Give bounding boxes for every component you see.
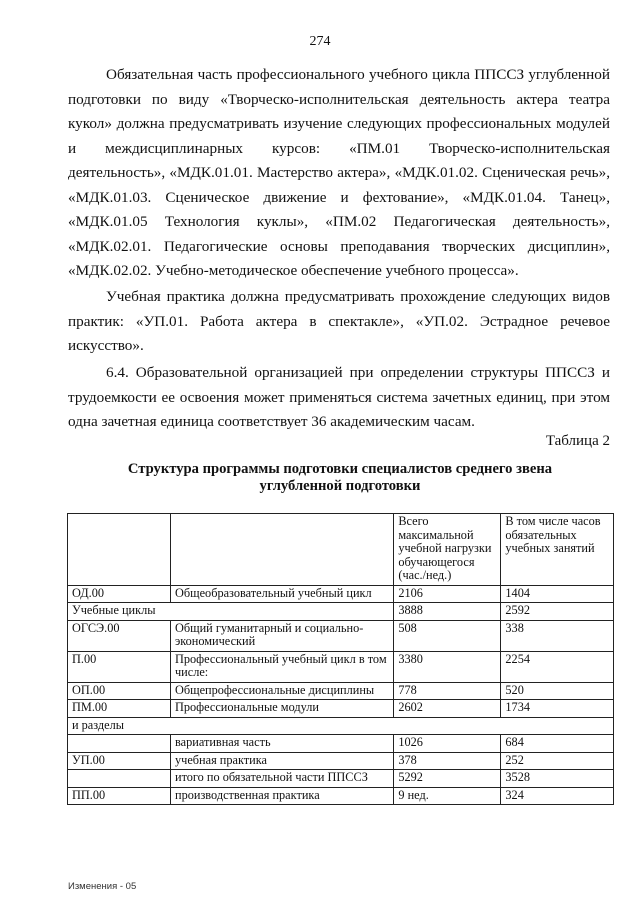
paragraph-text: 6.4. Образовательной организацией при определении структуры ППССЗ и трудоемкости ее освоения может применяться система зачетных единиц, при этом одна зачетная единица соответствует 36 академическим часам. — [68, 364, 610, 430]
row-code: П.00 — [68, 651, 171, 682]
table-row — [68, 717, 614, 735]
table-title-line: Структура программы подготовки специалистов среднего звена — [127, 461, 553, 477]
row-label: Учебные циклы — [68, 603, 394, 621]
table-row — [68, 770, 614, 788]
row-mandatory: 684 — [501, 735, 614, 753]
row-total: 9 нед. — [394, 787, 501, 805]
row-total: 2106 — [394, 585, 501, 603]
row-total: 378 — [394, 752, 501, 770]
row-mandatory: 520 — [501, 682, 614, 700]
row-total: 3888 — [394, 603, 501, 621]
row-label: и разделы — [68, 717, 614, 735]
row-code: ОП.00 — [68, 682, 171, 700]
table-row — [68, 651, 614, 682]
row-code: УП.00 — [68, 752, 171, 770]
row-name: вариативная часть — [170, 735, 393, 753]
page-number: 274 — [309, 34, 331, 49]
table-row — [68, 682, 614, 700]
row-total: 778 — [394, 682, 501, 700]
header-empty-cell — [170, 514, 393, 586]
row-name: итого по обязательной части ППССЗ — [170, 770, 393, 788]
table-row — [68, 620, 614, 651]
row-total: 508 — [394, 620, 501, 651]
table-row — [68, 603, 614, 621]
row-mandatory: 2592 — [501, 603, 614, 621]
table-title-line: углубленной подготовки — [259, 478, 421, 494]
table-header-row — [68, 514, 614, 586]
row-name: Общепрофессиональные дисциплины — [170, 682, 393, 700]
row-mandatory: 252 — [501, 752, 614, 770]
row-mandatory: 1734 — [501, 700, 614, 718]
table-row — [68, 787, 614, 805]
row-total: 1026 — [394, 735, 501, 753]
row-name: Профессиональный учебный цикл в том числе: — [170, 651, 393, 682]
paragraph-text: Обязательная часть профессионального учебного цикла ППССЗ углубленной подготовки по виду «Творческо-исполнительская деятельность актера театра кукол» должна предусматривать изучение следующих профессиональных модулей и междисциплинарных курсов: «ПМ.01 Творческо-исполнительская деятельность», «МДК.01.01. Мастерство актера», «МДК.01.02. Сценическая речь», «МДК.01.03. Сценическое движение и фехтование», «МДК.01.04. Танец», «МДК.01.05 Технология куклы», «ПМ.02 Педагогическая деятельность», «МДК.02.01. Педагогические основы преподавания творческих дисциплин», «МДК.02.02. Учебно-методическое обеспечение учебного процесса». — [68, 66, 610, 279]
row-mandatory: 1404 — [501, 585, 614, 603]
row-code — [68, 735, 171, 753]
row-mandatory: 324 — [501, 787, 614, 805]
row-name: производственная практика — [170, 787, 393, 805]
row-code — [68, 770, 171, 788]
row-total: 3380 — [394, 651, 501, 682]
row-code: ПП.00 — [68, 787, 171, 805]
table-label: Таблица 2 — [545, 433, 610, 449]
row-total: 2602 — [394, 700, 501, 718]
header-total-hours: Всего максимальной учебной нагрузки обучающегося (час./нед.) — [394, 514, 501, 586]
row-code: ОГСЭ.00 — [68, 620, 171, 651]
paragraph-text: Учебная практика должна предусматривать прохождение следующих видов практик: «УП.01. Работа актера в спектакле», «УП.02. Эстрадное речевое искусство». — [68, 288, 610, 354]
row-name: Общий гуманитарный и социально-экономический — [170, 620, 393, 651]
row-name: Общеобразовательный учебный цикл — [170, 585, 393, 603]
paragraph-credit-units — [68, 361, 610, 435]
table-title — [0, 461, 640, 495]
footer-note: Изменения - 05 — [68, 881, 137, 892]
row-total: 5292 — [394, 770, 501, 788]
paragraph-practice — [68, 285, 610, 359]
row-name: Профессиональные модули — [170, 700, 393, 718]
header-empty-cell — [68, 514, 171, 586]
row-name: учебная практика — [170, 752, 393, 770]
table-row — [68, 752, 614, 770]
row-mandatory: 338 — [501, 620, 614, 651]
table-row — [68, 735, 614, 753]
table-row — [68, 700, 614, 718]
structure-table — [67, 513, 614, 805]
row-mandatory: 3528 — [501, 770, 614, 788]
header-mandatory-hours: В том числе часов обязательных учебных занятий — [501, 514, 614, 586]
row-code: ОД.00 — [68, 585, 171, 603]
paragraph-curriculum-modules — [68, 63, 610, 284]
row-mandatory: 2254 — [501, 651, 614, 682]
row-code: ПМ.00 — [68, 700, 171, 718]
table-row — [68, 585, 614, 603]
